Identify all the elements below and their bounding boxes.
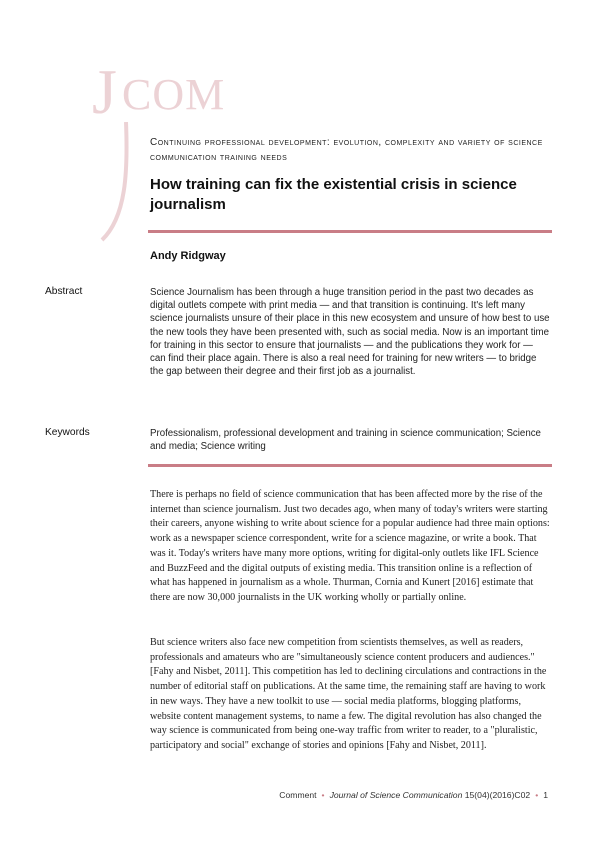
keywords-divider — [148, 464, 552, 467]
footer-journal: Journal of Science Communication — [329, 790, 463, 800]
page-footer — [0, 790, 548, 800]
body-paragraph-2: But science writers also face new competition from scientists themselves, as well as readers, professionals and amateurs who are "simultaneously science content producers and audiences." [Fahy and Nisbet, 2011]. This competition has led to declining circulations and contractions in the number of editorial staff on publications. At the same time, the remaining staff are having to work in new ways. They have a new toolkit to use — social media platforms, blogging platforms, website content management systems, to name a few. The digital revolution has also changed the way science is communicated from being one-way traffic from writer to reader, to a "pluralistic, participatory and social" exchange of stories and opinions [Fahy and Nisbet, 2011]. — [150, 637, 547, 751]
keywords-label: Keywords — [45, 427, 90, 438]
footer-separator: • — [535, 790, 539, 800]
header-divider — [148, 230, 552, 233]
footer-citation: 15(04)(2016)C02 — [464, 790, 531, 800]
jcom-logo — [92, 56, 252, 190]
logo-curve-icon — [98, 122, 138, 242]
abstract-text: Science Journalism has been through a huge transition period in the past two decades as digital outlets compete with print media — and that transition is continuing. It's left many science journalists unsure of their place in this new ecosystem and unsure of how best to use the new tools they have been presented with, such as social media. Now is an important time for training in this sector to ensure that journalists — and the publications they work for — can find their place again. There is also a real need for training for new writers — to bridge the gap between their degree and their first job as a journalist. — [150, 287, 550, 378]
author-name: Andy Ridgway — [150, 250, 226, 262]
footer-separator: • — [321, 790, 325, 800]
abstract-label: Abstract — [45, 286, 83, 297]
footer-article-type: Comment — [279, 790, 317, 800]
article-title: How training can fix the existential crisis in science journalism — [150, 176, 517, 213]
series-heading: Continuing professional development: evolution, complexity and variety of science communication training needs — [150, 137, 543, 163]
logo-letter-j: J — [92, 56, 117, 127]
body-paragraph-1: There is perhaps no field of science communication that has been affected more by the rise of the internet than science journalism. Just two decades ago, when many of today's writers were starting their careers, anyone wishing to write about science for a popular audience had three main options: work as a newspaper science correspondent, write for a science magazine, or write a book. That was it. Today's writers have many more options, writing for digital-only outlets like IFL Science and BuzzFeed and the digital outputs of existing media. This transition online is a reflection of what has happened in journalism as a whole. Thurman, Cornia and Kunert [2016] estimate that there are now 30,000 journalists in the UK working wholly or partially online. — [150, 489, 550, 603]
keywords-text: Professionalism, professional development and training in science communication; Science and media; Science writing — [150, 428, 541, 453]
logo-letters-com: COM — [122, 70, 226, 119]
footer-page-number: 1 — [543, 790, 548, 800]
